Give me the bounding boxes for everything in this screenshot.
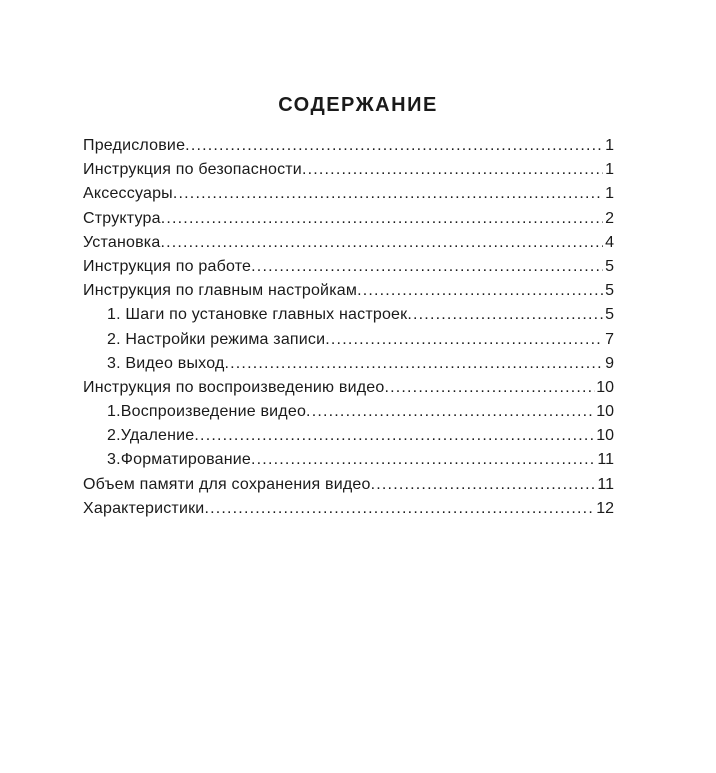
toc-entry-label: 3.Форматирование bbox=[107, 451, 252, 469]
toc-subentry bbox=[83, 400, 614, 424]
toc-entry-label: Инструкция по главным настройкам bbox=[83, 282, 358, 300]
toc-entry-page: 5 bbox=[605, 257, 614, 275]
toc-entry-page: 7 bbox=[605, 330, 614, 348]
toc-entry-label: 3. Видео выход bbox=[107, 354, 225, 372]
toc-entry-label: Характеристики bbox=[83, 499, 205, 517]
dot-leader bbox=[204, 497, 595, 521]
toc-entry bbox=[83, 376, 614, 400]
dot-leader bbox=[306, 400, 595, 424]
toc-title: СОДЕРЖАНИЕ bbox=[278, 94, 438, 116]
toc-entry-page: 1 bbox=[605, 161, 614, 179]
toc-entry-label: Инструкция по воспроизведению видео bbox=[83, 378, 385, 396]
toc-entry-page: 5 bbox=[605, 282, 614, 300]
toc-entry bbox=[83, 207, 614, 231]
toc-entry-label: Аксессуары bbox=[83, 185, 173, 203]
toc-entry bbox=[83, 473, 614, 497]
toc-entry-page: 1 bbox=[605, 137, 614, 154]
toc-entry bbox=[83, 255, 614, 279]
dot-leader bbox=[384, 376, 595, 400]
dot-leader bbox=[173, 182, 603, 206]
dot-leader bbox=[325, 328, 603, 352]
toc-entry-page: 10 bbox=[596, 427, 614, 445]
dot-leader bbox=[161, 207, 603, 231]
toc-entry-page: 2 bbox=[605, 209, 614, 227]
toc-entry-label: 2. Настройки режима записи bbox=[107, 330, 326, 348]
dot-leader bbox=[251, 448, 596, 472]
toc-entry-page: 11 bbox=[597, 475, 614, 493]
toc-entry-label: Структура bbox=[83, 209, 161, 227]
toc-entry-label: Инструкция по безопасности bbox=[83, 161, 302, 179]
toc-subentry bbox=[83, 424, 614, 448]
toc-entry-label: 1.Воспроизведение видео bbox=[107, 403, 307, 421]
toc-entry-page: 1 bbox=[605, 185, 614, 203]
toc-entry-label: 1. Шаги по установке главных настроек bbox=[107, 306, 408, 324]
toc-entry-page: 10 bbox=[596, 403, 614, 421]
toc-entry-page: 9 bbox=[605, 354, 614, 372]
toc-entry-page: 4 bbox=[605, 233, 614, 251]
toc-entry-label: Предисловие bbox=[83, 137, 186, 154]
toc-entry-label: Установка bbox=[83, 233, 161, 251]
dot-leader bbox=[160, 231, 603, 255]
dot-leader bbox=[185, 134, 603, 158]
dot-leader bbox=[407, 303, 603, 327]
toc-entry bbox=[83, 279, 614, 303]
toc-entry-page: 12 bbox=[596, 499, 614, 517]
dot-leader bbox=[371, 473, 597, 497]
toc-entry-label: Инструкция по работе bbox=[83, 257, 252, 275]
toc-entry bbox=[83, 158, 614, 182]
toc-entry-label: Объем памяти для сохранения видео bbox=[83, 475, 371, 493]
toc-entry bbox=[83, 497, 614, 521]
toc-subentry bbox=[83, 328, 614, 352]
toc-subentry bbox=[83, 448, 614, 472]
dot-leader bbox=[251, 255, 603, 279]
toc-entry bbox=[83, 182, 614, 206]
toc-entry-label: 2.Удаление bbox=[107, 427, 195, 445]
toc-list bbox=[83, 134, 614, 521]
dot-leader bbox=[224, 352, 603, 376]
toc-entry-page: 5 bbox=[605, 306, 614, 324]
toc-subentry bbox=[83, 352, 614, 376]
toc-entry-page: 10 bbox=[596, 378, 614, 396]
toc-entry-page: 11 bbox=[597, 451, 614, 469]
toc-entry bbox=[83, 134, 614, 158]
toc-subentry bbox=[83, 303, 614, 327]
dot-leader bbox=[357, 279, 603, 303]
toc-entry bbox=[83, 231, 614, 255]
dot-leader bbox=[194, 424, 595, 448]
dot-leader bbox=[302, 158, 603, 182]
